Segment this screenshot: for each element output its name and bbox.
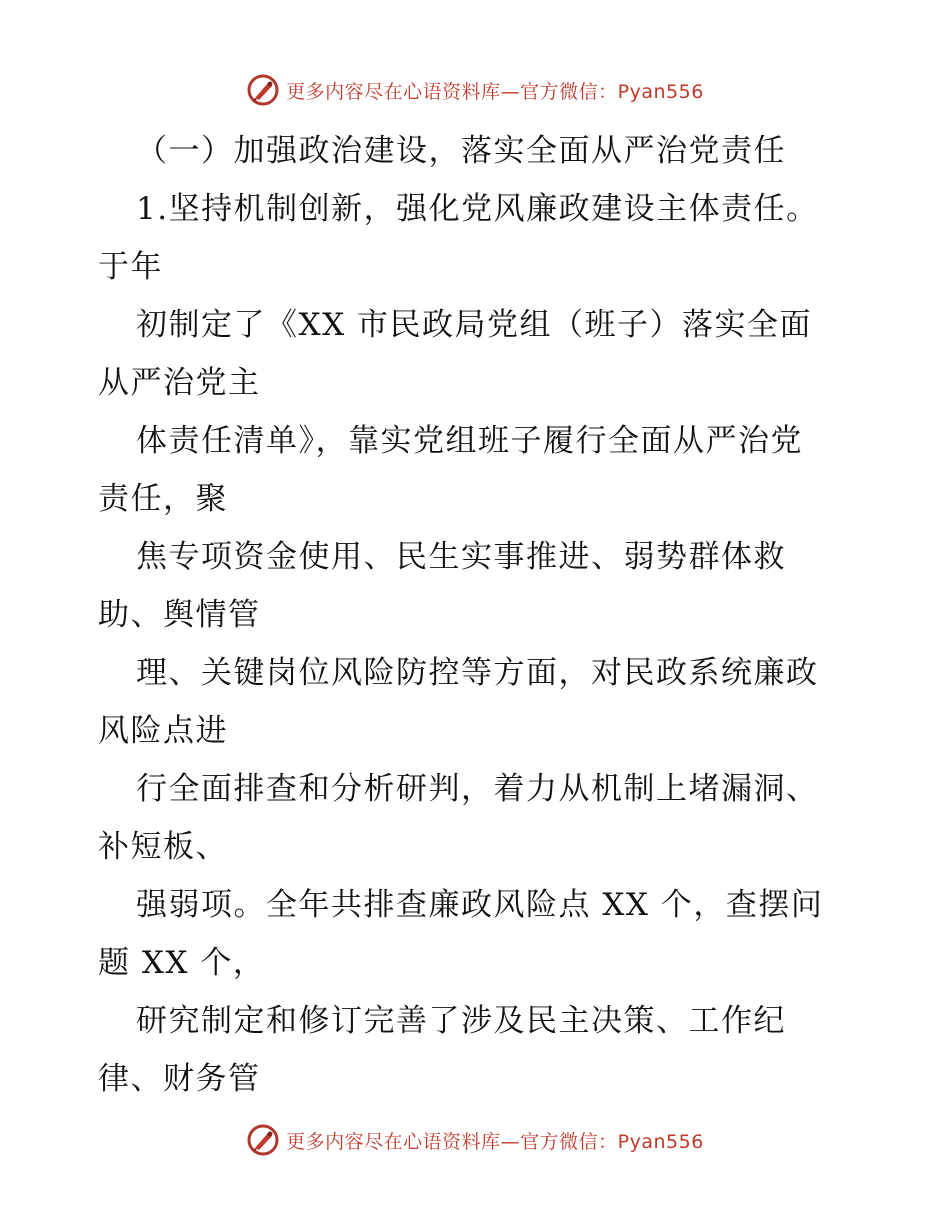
paragraph-line: 行全面排查和分析研判，着力从机制上堵漏洞、 xyxy=(136,771,819,807)
paragraph-line: 体责任清单》，靠实党组班子履行全面从严治党 xyxy=(136,423,803,459)
paragraph-line: 责任，聚 xyxy=(98,481,228,517)
paragraph-line: 初制定了《XX 市民政局党组（班子）落实全面 xyxy=(136,307,812,343)
paragraph-line: 风险点进 xyxy=(98,713,228,749)
paragraph-line: 强弱项。全年共排查廉政风险点 XX 个，查摆问 xyxy=(136,887,824,923)
paragraph-line: 1.坚持机制创新，强化党风廉政建设主体责任。 xyxy=(136,191,819,227)
watermark-banner-top xyxy=(0,70,950,110)
section-heading: （一）加强政治建设，落实全面从严治党责任 xyxy=(136,133,786,169)
watermark-text: 更多内容尽在心语资料库—官方微信：Pyan556 xyxy=(286,1130,704,1153)
paragraph-line: 焦专项资金使用、民生实事推进、弱势群体救 xyxy=(136,539,786,575)
paragraph-line: 研究制定和修订完善了涉及民主决策、工作纪 xyxy=(136,1003,786,1039)
document-body xyxy=(98,122,868,1108)
paragraph-line: 律、财务管 xyxy=(98,1061,261,1097)
paragraph-line: 于年 xyxy=(98,249,163,285)
paragraph-line: 助、舆情管 xyxy=(98,597,261,633)
paragraph-line: 题 XX 个， xyxy=(98,945,266,981)
watermark-text: 更多内容尽在心语资料库—官方微信：Pyan556 xyxy=(286,80,704,103)
watermark-banner-bottom xyxy=(0,1120,950,1160)
paragraph-line: 从严治党主 xyxy=(98,365,261,401)
paragraph-line: 补短板、 xyxy=(98,829,228,865)
paragraph-line: 理、关键岗位风险防控等方面，对民政系统廉政 xyxy=(136,655,819,691)
pen-seal-icon xyxy=(246,1123,280,1157)
pen-seal-icon xyxy=(246,73,280,107)
